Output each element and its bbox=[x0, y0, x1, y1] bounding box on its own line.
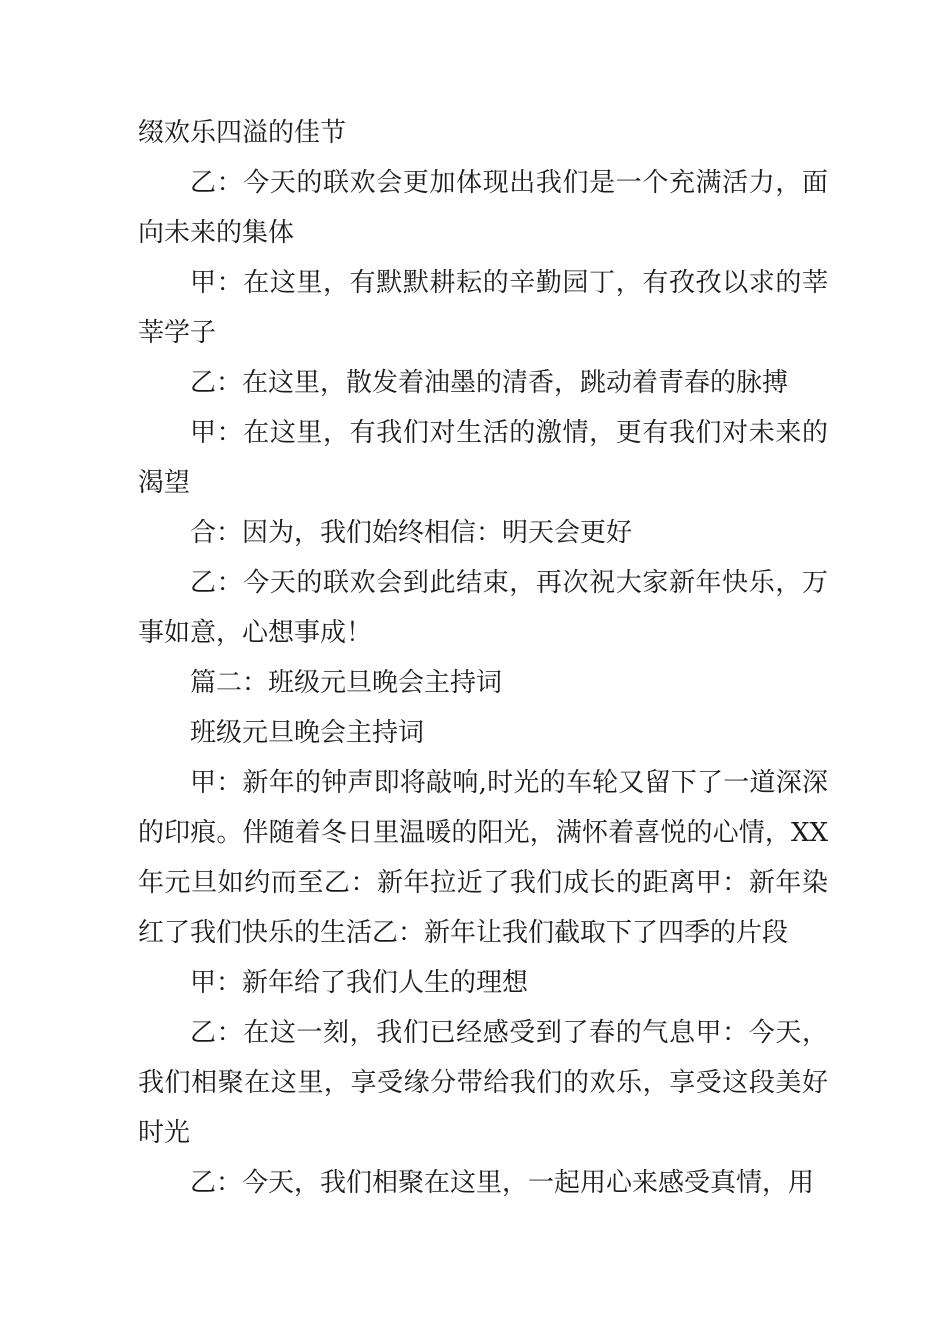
paragraph-7: 乙：今天的联欢会到此结束，再次祝大家新年快乐，万事如意，心想事成！ bbox=[138, 568, 828, 648]
paragraph-1: 缀欢乐四溢的佳节 bbox=[138, 118, 347, 148]
document-body bbox=[138, 108, 828, 1208]
paragraph-12: 乙：在这一刻，我们已经感受到了春的气息甲：今天，我们相聚在这里，享受缘分带给我们的欢乐，享受这段美好时光 bbox=[138, 1018, 828, 1148]
paragraph-13: 乙：今天，我们相聚在这里，一起用心来感受真情，用 bbox=[190, 1168, 815, 1198]
paragraph-4: 乙：在这里，散发着油墨的清香，跳动着青春的脉搏 bbox=[190, 368, 789, 398]
paragraph-6: 合：因为，我们始终相信：明天会更好 bbox=[190, 518, 633, 548]
paragraph-10: 甲：新年的钟声即将敲响,时光的车轮又留下了一道深深的印痕。伴随着冬日里温暖的阳光，满怀着喜悦的心情，XX年元旦如约而至乙：新年拉近了我们成长的距离甲：新年染红了我们快乐的生活乙：新年让我们截取下了四季的片段 bbox=[138, 768, 828, 948]
paragraph-3: 甲：在这里，有默默耕耘的辛勤园丁，有孜孜以求的莘莘学子 bbox=[138, 268, 828, 348]
paragraph-2: 乙：今天的联欢会更加体现出我们是一个充满活力，面向未来的集体 bbox=[138, 168, 828, 248]
paragraph-5: 甲：在这里，有我们对生活的激情，更有我们对未来的渴望 bbox=[138, 418, 828, 498]
section-heading: 篇二：班级元旦晚会主持词 bbox=[190, 668, 503, 698]
section-subtitle: 班级元旦晚会主持词 bbox=[190, 718, 425, 748]
paragraph-11: 甲：新年给了我们人生的理想 bbox=[190, 968, 529, 998]
